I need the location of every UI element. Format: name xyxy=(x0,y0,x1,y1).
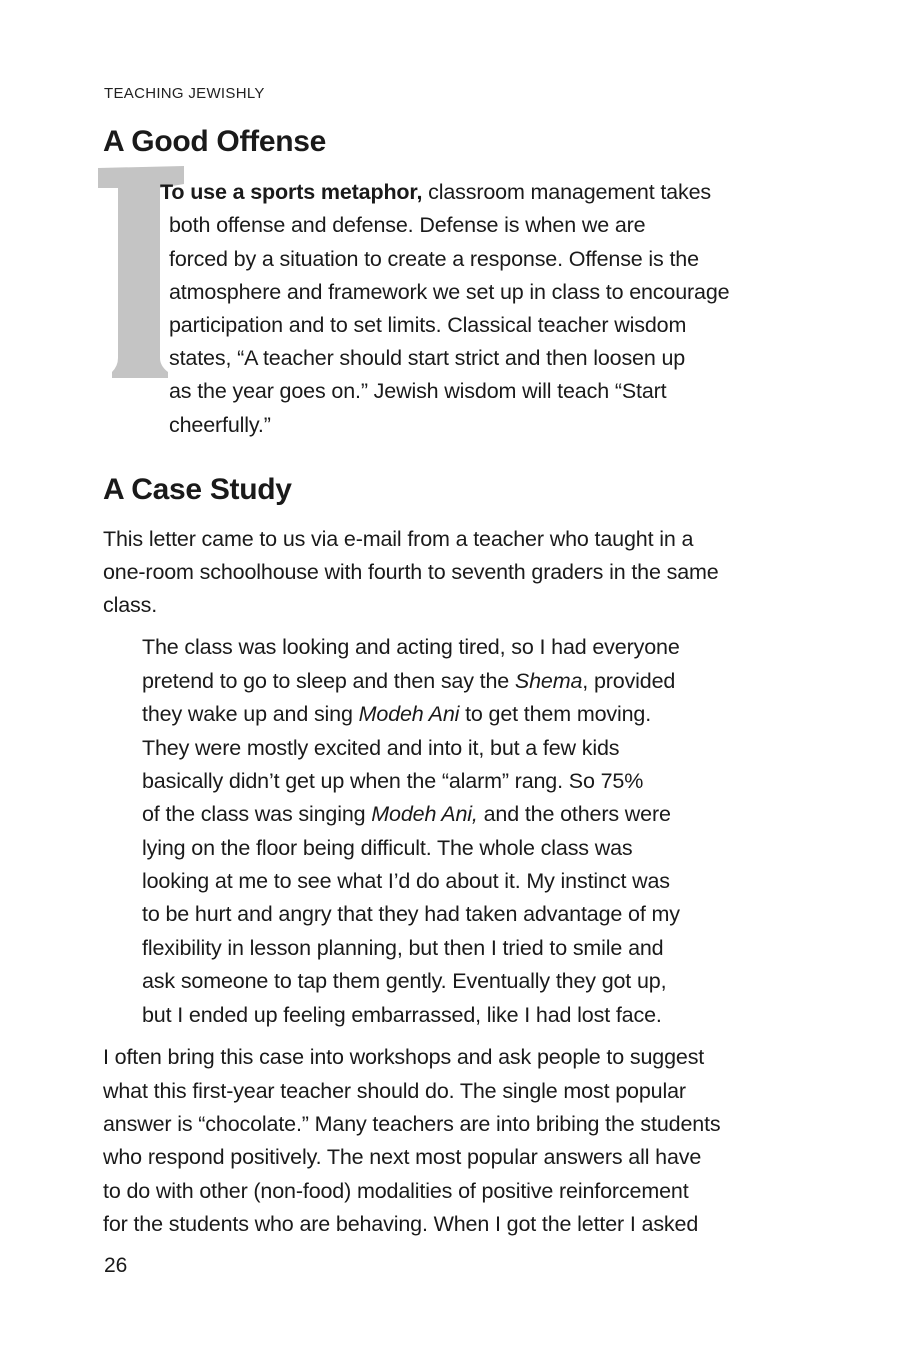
body-line: answer is “chocolate.” Many teachers are into bribing the students xyxy=(103,1112,721,1136)
body-line: who respond positively. The next most popular answers all have xyxy=(103,1145,702,1169)
intro-line: atmosphere and framework we set up in class to encourage xyxy=(169,280,730,304)
running-head: TEACHING JEWISHLY xyxy=(104,85,265,102)
body-line: to do with other (non-food) modalities of positive reinforcement xyxy=(103,1179,689,1203)
quote-line: to be hurt and angry that they had taken advantage of my xyxy=(142,902,680,926)
page-number: 26 xyxy=(104,1254,128,1277)
quote-line: pretend to go to sleep and then say the Shema, provided xyxy=(142,669,676,693)
intro-line: participation and to set limits. Classical teacher wisdom xyxy=(169,313,687,337)
quote-line: The class was looking and acting tired, so I had everyone xyxy=(142,635,680,659)
quote-line: looking at me to see what I’d do about it. My instinct was xyxy=(142,869,670,893)
intro-line: as the year goes on.” Jewish wisdom will teach “Start xyxy=(169,379,667,403)
quote-line: basically didn’t get up when the “alarm” rang. So 75% xyxy=(142,769,644,793)
quote-line: but I ended up feeling embarrassed, like I had lost face. xyxy=(142,1003,662,1027)
body-line: for the students who are behaving. When I got the letter I asked xyxy=(103,1212,699,1236)
quote-line: lying on the floor being difficult. The whole class was xyxy=(142,836,633,860)
quote-line: ask someone to tap them gently. Eventually they got up, xyxy=(142,969,667,993)
quote-line: of the class was singing Modeh Ani, and the others were xyxy=(142,802,671,826)
body-line: class. xyxy=(103,593,158,617)
intro-line: states, “A teacher should start strict and then loosen up xyxy=(169,346,686,370)
section-heading-good-offense: A Good Offense xyxy=(103,125,327,158)
body-line: one-room schoolhouse with fourth to seventh graders in the same xyxy=(103,560,719,584)
intro-line: cheerfully.” xyxy=(169,413,271,437)
quote-line: flexibility in lesson planning, but then I tried to smile and xyxy=(142,936,664,960)
body-line: I often bring this case into workshops and ask people to suggest xyxy=(103,1045,705,1069)
lead-in-bold: To use a sports metaphor, xyxy=(160,180,423,204)
body-line: what this first-year teacher should do. The single most popular xyxy=(103,1079,686,1103)
section-heading-case-study: A Case Study xyxy=(103,473,292,506)
intro-line: To use a sports metaphor, classroom management takes xyxy=(160,180,712,204)
quote-line: They were mostly excited and into it, but a few kids xyxy=(142,736,620,760)
body-line: This letter came to us via e-mail from a teacher who taught in a xyxy=(103,527,694,551)
quote-line: they wake up and sing Modeh Ani to get them moving. xyxy=(142,702,652,726)
intro-line: forced by a situation to create a response. Offense is the xyxy=(169,247,699,271)
intro-line: both offense and defense. Defense is when we are xyxy=(169,213,646,237)
